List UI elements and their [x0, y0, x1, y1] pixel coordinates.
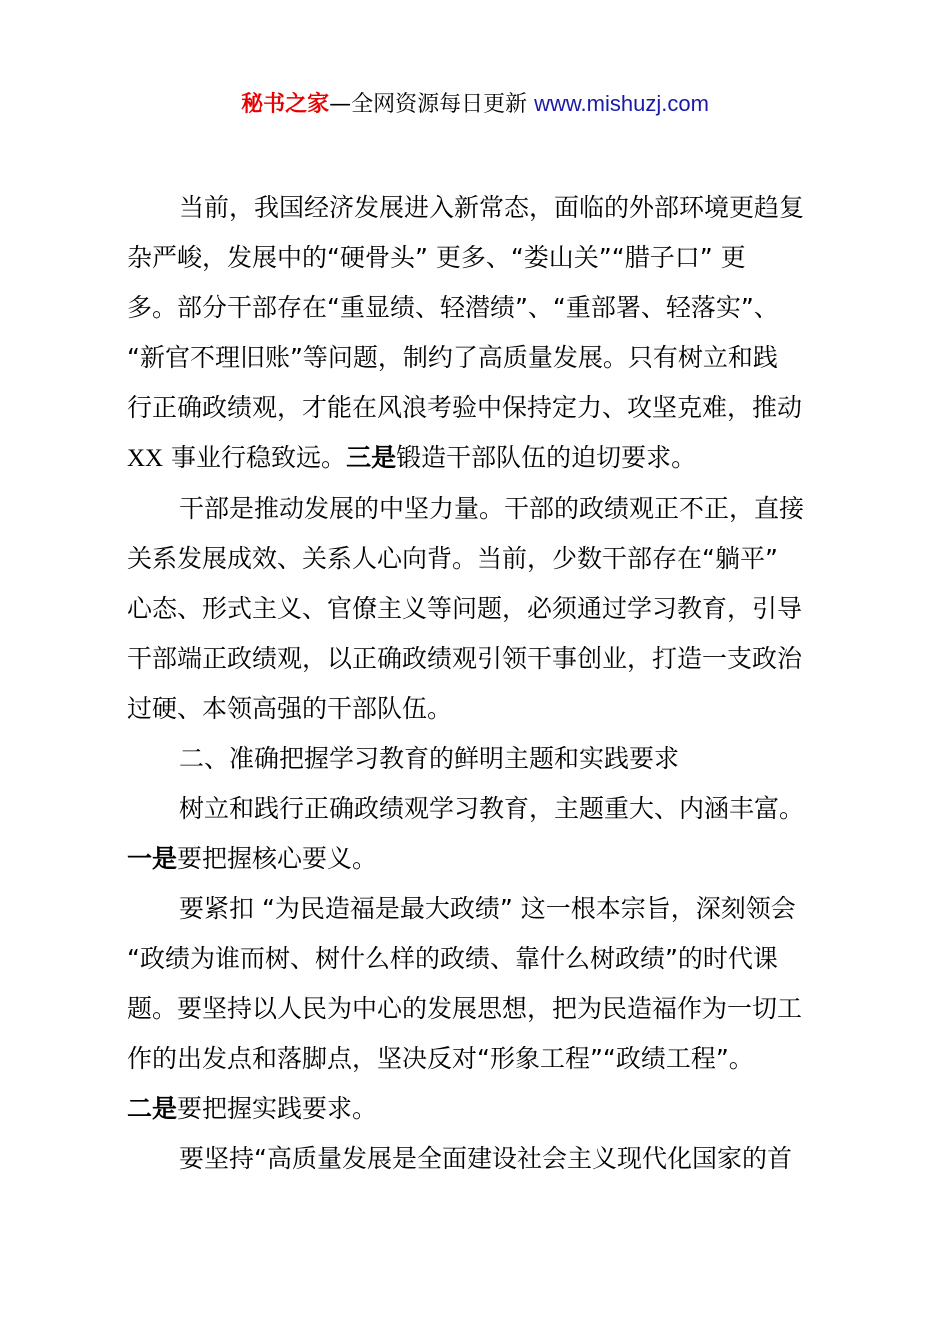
bold-marker: 三是 [346, 443, 397, 472]
body-line: 作的出发点和落脚点，坚决反对“形象工程”“政绩工程”。 [127, 1044, 754, 1073]
body-line: “政绩为谁而树、树什么样的政绩、靠什么树政绩”的时代课 [127, 944, 778, 973]
body-line: 心态、形式主义、官僚主义等问题，必须通过学习教育，引导 [127, 594, 803, 623]
body-line: 要坚持“高质量发展是全面建设社会主义现代化国家的首 [179, 1144, 792, 1173]
body-line: 干部是推动发展的中坚力量。干部的政绩观正不正，直接 [179, 494, 805, 523]
site-url-link[interactable]: www.mishuzj.com [534, 91, 709, 116]
body-line: 杂严峻，发展中的“硬骨头” 更多、“娄山关”“腊子口” 更 [127, 243, 746, 272]
body-line: 过硬、本领高强的干部队伍。 [127, 694, 453, 723]
body-line [127, 834, 833, 884]
body-line: 要紧扣 “为民造福是最大政绩” 这一根本宗旨，深刻领会 [179, 894, 796, 923]
body-line: “新官不理旧账”等问题，制约了高质量发展。只有树立和践 [127, 343, 778, 372]
body-text-span: 要把握实践要求。 [177, 1094, 378, 1123]
body-line: 干部端正政绩观，以正确政绩观引领干事创业，打造一支政治 [127, 644, 803, 673]
bold-marker: 二是 [127, 1094, 178, 1123]
section-heading: 二、准确把握学习教育的鲜明主题和实践要求 [179, 744, 680, 773]
brand-name: 秘书之家 [241, 92, 330, 117]
body-line: 树立和践行正确政绩观学习教育，主题重大、内涵丰富。 [179, 794, 805, 823]
body-line: 关系发展成效、关系人心向背。当前，少数干部存在“躺平” [127, 544, 778, 573]
body-line: 行正确政绩观，才能在风浪考验中保持定力、攻坚克难，推动 [127, 393, 803, 422]
header-tagline: —全网资源每日更新 [329, 92, 528, 117]
body-line: 题。要坚持以人民为中心的发展思想，把为民造福作为一切工 [127, 994, 803, 1023]
body-line [127, 433, 833, 484]
document-body [127, 183, 833, 1184]
body-line: 当前，我国经济发展进入新常态，面临的外部环境更趋复 [179, 193, 805, 222]
page-header [0, 86, 950, 123]
placeholder-xx: XX [127, 445, 164, 472]
bold-marker: 一是 [127, 844, 178, 873]
body-text-span: 锻造干部队伍的迫切要求。 [396, 443, 697, 472]
body-line [127, 1084, 833, 1134]
body-text-span: 要把握核心要义。 [177, 844, 378, 873]
body-text-span: 事业行稳致远。 [163, 443, 347, 472]
body-line: 多。部分干部存在“重显绩、轻潜绩”、“重部署、轻落实”、 [127, 293, 779, 322]
